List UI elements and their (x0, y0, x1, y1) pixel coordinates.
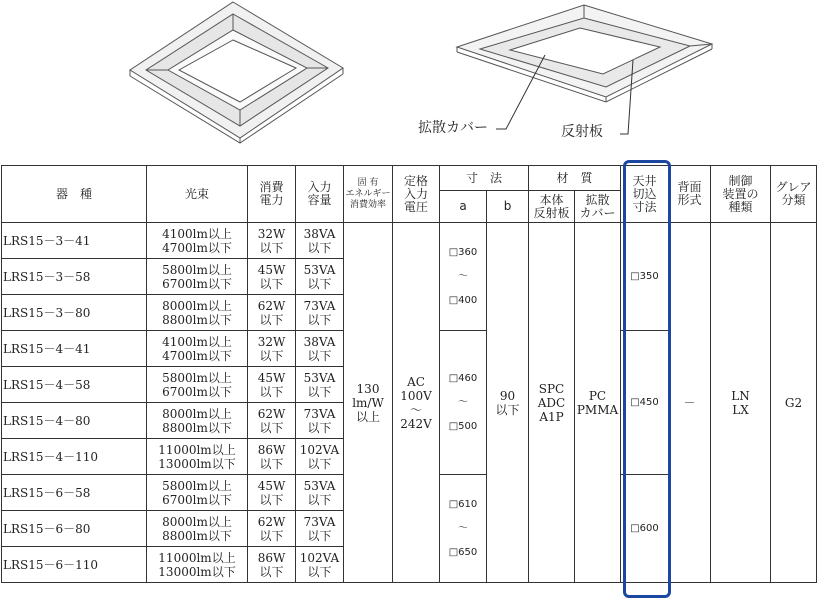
cell-text: LRS15－6－110 (3, 557, 99, 572)
model-cell (2, 367, 147, 403)
cell-text: 以下 (259, 384, 284, 399)
header-text: 容量 (307, 193, 332, 207)
callout-diffuser-cover: 拡散カバー (418, 120, 488, 136)
cell-text: 以下 (307, 312, 332, 327)
cell-text: □400 (448, 294, 478, 306)
cell-text: 以下 (495, 402, 520, 417)
header-lumen: 光束 (147, 166, 248, 223)
cell-text: LRS15－4－41 (3, 341, 91, 356)
cell-text: ADC (537, 395, 566, 410)
cell-text: □610 (448, 498, 478, 510)
back-type-cell (669, 223, 711, 583)
power-cell (248, 295, 296, 331)
model-cell (2, 403, 147, 439)
dim-b-cell (487, 223, 529, 583)
header-dim-a: a (440, 191, 487, 223)
header-glare (771, 166, 817, 223)
cell-text: 73VA (303, 298, 336, 313)
cell-text: 以下 (307, 276, 332, 291)
cell-text: 73VA (303, 514, 336, 529)
cell-text: 5800lm以上 (162, 262, 232, 277)
cell-text: lm/W (352, 395, 384, 410)
cell-text: 8800lm以下 (162, 528, 232, 543)
model-cell (2, 475, 147, 511)
cell-text: 以上 (355, 409, 380, 424)
cell-text: 62W (257, 514, 286, 529)
header-control (711, 166, 771, 223)
cell-text: 32W (257, 226, 286, 241)
power-cell (248, 511, 296, 547)
header-text: 切込 (632, 186, 657, 201)
header-text: 拡散 (585, 192, 610, 207)
model-cell (2, 259, 147, 295)
cell-text: □450 (630, 396, 659, 408)
header-text: 消費効率 (349, 199, 386, 210)
fixture-illustrations (0, 0, 818, 165)
input-cell (296, 367, 344, 403)
input-cell (296, 439, 344, 475)
cell-text: LRS15－4－80 (3, 413, 91, 428)
fixture-drawing-right (457, 5, 712, 102)
spec-table-body (2, 223, 817, 583)
cell-text: 11000lm以上 (158, 442, 236, 457)
spec-table (1, 165, 817, 583)
cell-text: 以下 (307, 240, 332, 255)
cell-text: □650 (448, 546, 478, 558)
power-cell (248, 367, 296, 403)
lumen-cell (147, 295, 248, 331)
model-cell (2, 331, 147, 367)
cell-text: 102VA (299, 442, 340, 457)
cell-text: 以下 (259, 564, 284, 579)
cell-text: 以下 (259, 492, 284, 507)
cell-text: LRS15－4－58 (3, 377, 91, 392)
header-voltage (393, 166, 440, 223)
cell-text: 11000lm以上 (158, 550, 236, 565)
lumen-cell (147, 439, 248, 475)
table-row (2, 223, 817, 259)
header-text: 装置の (722, 186, 759, 201)
cell-text: 73VA (303, 406, 336, 421)
header-text: 形式 (677, 193, 702, 207)
cell-text: LRS15－3－58 (3, 269, 91, 284)
header-text: 種類 (728, 199, 753, 214)
power-cell (248, 547, 296, 583)
lumen-cell (147, 331, 248, 367)
lumen-cell (147, 223, 248, 259)
cell-text: A1P (539, 409, 564, 424)
input-cell (296, 403, 344, 439)
callout-reflector: 反射板 (561, 124, 603, 140)
cell-text: □600 (630, 522, 659, 534)
cell-text: 6700lm以下 (162, 492, 232, 507)
cell-text: LRS15－4－110 (3, 449, 99, 464)
header-power (248, 166, 296, 223)
header-text: 天井 (632, 173, 657, 188)
header-text: カバー (579, 205, 616, 220)
power-cell (248, 439, 296, 475)
cell-text: 以下 (307, 564, 332, 579)
header-text: 固 有 (357, 177, 379, 188)
header-text: 分類 (781, 193, 806, 207)
cell-text: 6700lm以下 (162, 276, 232, 291)
header-text: 本体 (539, 192, 564, 207)
header-text: グレア (775, 180, 812, 194)
cell-text: 4100lm以上 (162, 334, 232, 349)
cell-text: 以下 (307, 420, 332, 435)
cell-text: 8800lm以下 (162, 420, 232, 435)
input-cell (296, 331, 344, 367)
cell-text: 以下 (307, 348, 332, 363)
cell-text: 53VA (303, 262, 336, 277)
header-material-body (529, 191, 575, 223)
cell-text: □360 (448, 246, 478, 258)
lumen-cell (147, 475, 248, 511)
header-row-1 (2, 166, 817, 191)
material-body-cell (529, 223, 575, 583)
cell-text: 62W (257, 298, 286, 313)
cell-text: 以下 (307, 456, 332, 471)
header-text: エネルギー (345, 188, 391, 199)
cell-text: LN (731, 388, 750, 403)
model-cell (2, 547, 147, 583)
cell-text: 6700lm以下 (162, 384, 232, 399)
power-cell (248, 259, 296, 295)
cell-text: ～ (409, 402, 422, 417)
material-cover-cell (575, 223, 621, 583)
header-dimensions: 寸 法 (440, 166, 529, 191)
cell-text: 130 (356, 381, 380, 396)
cell-text: 8800lm以下 (162, 312, 232, 327)
cell-text: □500 (448, 420, 478, 432)
header-efficacy (344, 166, 393, 223)
header-material-cover (575, 191, 621, 223)
cell-text: 38VA (303, 226, 336, 241)
cell-text: 5800lm以上 (162, 478, 232, 493)
header-text: 入力 (307, 180, 332, 194)
cell-text: LX (732, 402, 749, 417)
power-cell (248, 223, 296, 259)
input-cell (296, 547, 344, 583)
cell-text: ～ (458, 270, 468, 282)
cell-text: LRS15－6－58 (3, 485, 91, 500)
model-cell (2, 511, 147, 547)
cell-text: 4100lm以上 (162, 226, 232, 241)
cell-text: 32W (257, 334, 286, 349)
dim-a-cell (440, 223, 487, 331)
lumen-cell (147, 259, 248, 295)
cell-text: SPC (538, 381, 565, 396)
glare-cell (771, 223, 817, 583)
cell-text: 4700lm以下 (162, 348, 232, 363)
header-text: 電力 (259, 193, 284, 207)
cell-text: 45W (257, 370, 286, 385)
cell-text: 8000lm以上 (162, 514, 232, 529)
model-cell (2, 223, 147, 259)
cell-text: □460 (448, 372, 478, 384)
cell-text: － (683, 395, 696, 410)
input-cell (296, 475, 344, 511)
power-cell (248, 331, 296, 367)
cell-text: 8000lm以上 (162, 406, 232, 421)
cell-text: 以下 (307, 384, 332, 399)
fixture-drawing-left (130, 2, 343, 143)
cell-text: 86W (257, 442, 286, 457)
cell-text: ～ (458, 522, 468, 534)
cell-text: □350 (630, 270, 659, 282)
cell-text: LRS15－3－41 (3, 233, 91, 248)
cell-text: 13000lm以下 (158, 456, 236, 471)
cell-text: 8000lm以上 (162, 298, 232, 313)
cell-text: 以下 (259, 456, 284, 471)
power-cell (248, 475, 296, 511)
cell-text: PMMA (576, 402, 619, 417)
header-text: 電圧 (403, 199, 428, 214)
input-cell (296, 511, 344, 547)
cell-text: 以下 (259, 240, 284, 255)
cell-text: PC (588, 388, 607, 403)
dim-a-cell (440, 331, 487, 475)
cell-text: 45W (257, 262, 286, 277)
cell-text: 以下 (259, 276, 284, 291)
power-cell (248, 403, 296, 439)
header-material: 材 質 (529, 166, 621, 191)
header-back-type (669, 166, 711, 223)
cell-text: 53VA (303, 370, 336, 385)
header-dim-b: b (487, 191, 529, 223)
cell-text: 以下 (259, 528, 284, 543)
cell-text: 100V (400, 388, 432, 403)
header-text: 消費 (259, 180, 284, 194)
header-model: 器 種 (2, 166, 147, 223)
cell-text: 62W (257, 406, 286, 421)
cell-text: 90 (499, 388, 516, 403)
model-cell (2, 295, 147, 331)
ceiling-cutout-highlight (623, 160, 671, 598)
cell-text: 以下 (307, 492, 332, 507)
cell-text: LRS15－6－80 (3, 521, 91, 536)
lumen-cell (147, 511, 248, 547)
input-cell (296, 223, 344, 259)
cell-text: 4700lm以下 (162, 240, 232, 255)
model-cell (2, 439, 147, 475)
cell-text: 242V (400, 416, 432, 431)
cell-text: AC (407, 374, 425, 389)
cell-text: 53VA (303, 478, 336, 493)
header-text: 定格 (403, 173, 428, 188)
header-text: 背面 (677, 180, 702, 194)
cell-text: 45W (257, 478, 286, 493)
cell-text: 86W (257, 550, 286, 565)
cell-text: 38VA (303, 334, 336, 349)
header-input (296, 166, 344, 223)
lumen-cell (147, 403, 248, 439)
cell-text: G2 (784, 395, 803, 410)
cell-text: 5800lm以上 (162, 370, 232, 385)
header-text: 制御 (728, 173, 753, 188)
lumen-cell (147, 547, 248, 583)
input-cell (296, 259, 344, 295)
voltage-cell (393, 223, 440, 583)
lumen-cell (147, 367, 248, 403)
cell-text: 13000lm以下 (158, 564, 236, 579)
dim-a-cell (440, 475, 487, 583)
header-text: 反射板 (533, 205, 570, 220)
efficacy-cell (344, 223, 393, 583)
cell-text: 102VA (299, 550, 340, 565)
header-text: 寸法 (632, 199, 657, 214)
cell-text: 以下 (259, 420, 284, 435)
cell-text: 以下 (259, 312, 284, 327)
control-cell (711, 223, 771, 583)
cell-text: LRS15－3－80 (3, 305, 91, 320)
input-cell (296, 295, 344, 331)
cell-text: ～ (458, 396, 468, 408)
cell-text: 以下 (259, 348, 284, 363)
header-text: 入力 (403, 186, 428, 201)
cell-text: 以下 (307, 528, 332, 543)
